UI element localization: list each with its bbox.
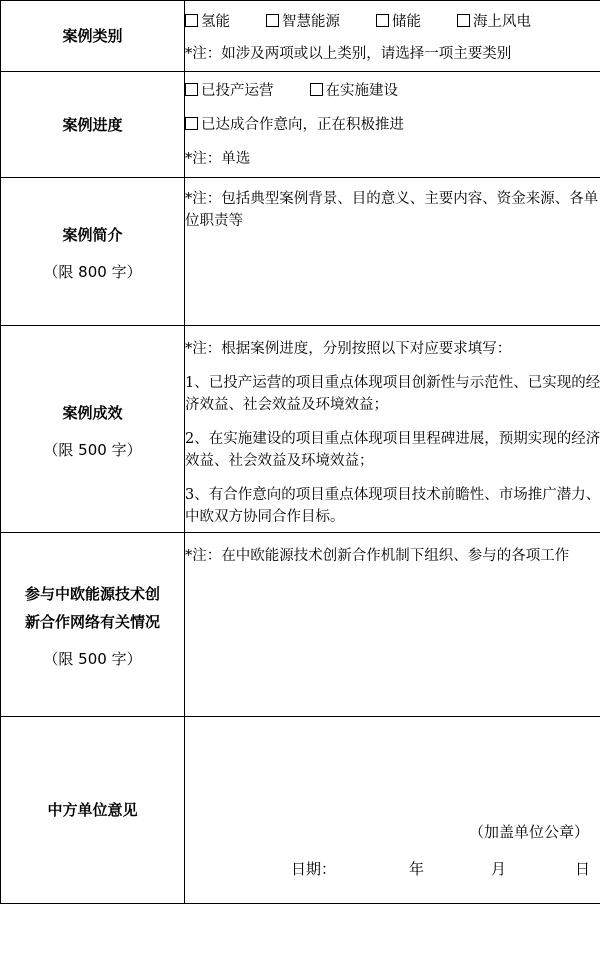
progress-content-cell bbox=[185, 72, 600, 178]
stamp-note: （加盖单位公章） bbox=[468, 823, 589, 841]
opinion-label: 中方单位意见 bbox=[47, 801, 138, 819]
day-label: 日 bbox=[575, 860, 591, 878]
checkbox-icon[interactable] bbox=[185, 117, 198, 130]
option-label: 储能 bbox=[392, 14, 421, 30]
effect-label: 案例成效 bbox=[62, 403, 123, 422]
intro-note: *注：包括典型案例背景、目的意义、主要内容、资金来源、各单位职责等 bbox=[185, 191, 599, 229]
option-label: 氢能 bbox=[201, 14, 230, 30]
intro-label-cell bbox=[1, 178, 185, 326]
row-network bbox=[1, 533, 600, 717]
option-under-construction[interactable] bbox=[310, 80, 399, 102]
network-label-line1: 参与中欧能源技术创 bbox=[24, 585, 160, 603]
opinion-content-cell[interactable] bbox=[185, 717, 600, 904]
checkbox-icon[interactable] bbox=[185, 83, 198, 96]
progress-label: 案例进度 bbox=[62, 115, 123, 134]
category-note: *注：如涉及两项或以上类别，请选择一项主要类别 bbox=[185, 46, 512, 62]
checkbox-icon[interactable] bbox=[457, 14, 470, 27]
checkbox-icon[interactable] bbox=[376, 14, 389, 27]
date-label: 日期： bbox=[291, 860, 337, 878]
option-cooperation-intent[interactable] bbox=[185, 117, 404, 133]
effect-item-3: 3、有合作意向的项目重点体现项目技术前瞻性、市场推广潜力、中欧双方协同合作目标。 bbox=[185, 487, 600, 525]
row-category bbox=[1, 1, 600, 72]
option-label: 已投产运营 bbox=[201, 83, 274, 99]
category-label-cell bbox=[1, 1, 185, 72]
intro-limit: （限 800 字） bbox=[43, 263, 142, 281]
network-label-cell bbox=[1, 533, 185, 717]
year-label: 年 bbox=[409, 860, 425, 878]
effect-limit: （限 500 字） bbox=[43, 440, 142, 459]
effect-item-1: 1、已投产运营的项目重点体现项目创新性与示范性、已实现的经济效益、社会效益及环境效益； bbox=[185, 375, 600, 413]
category-content-cell bbox=[185, 1, 600, 72]
checkbox-icon[interactable] bbox=[310, 83, 323, 96]
option-label: 海上风电 bbox=[473, 14, 531, 30]
effect-note: *注：根据案例进度，分别按照以下对应要求填写： bbox=[185, 341, 512, 357]
network-limit: （限 500 字） bbox=[43, 650, 142, 668]
checkbox-icon[interactable] bbox=[185, 14, 198, 27]
month-label: 月 bbox=[491, 860, 507, 878]
option-in-operation[interactable] bbox=[185, 80, 274, 102]
intro-content-cell[interactable] bbox=[185, 178, 600, 326]
row-effect bbox=[1, 326, 600, 533]
row-progress bbox=[1, 72, 600, 178]
option-label: 已达成合作意向，正在积极推进 bbox=[201, 117, 404, 133]
option-label: 在实施建设 bbox=[325, 83, 398, 99]
network-content-cell[interactable] bbox=[185, 533, 600, 717]
option-label: 智慧能源 bbox=[282, 14, 340, 30]
effect-content-cell[interactable] bbox=[185, 326, 600, 533]
row-intro bbox=[1, 178, 600, 326]
effect-label-cell bbox=[1, 326, 185, 533]
category-label: 案例类别 bbox=[62, 27, 123, 45]
option-offshore-wind[interactable] bbox=[457, 11, 531, 33]
progress-note: *注：单选 bbox=[185, 151, 251, 167]
row-opinion bbox=[1, 717, 600, 904]
signature-area bbox=[185, 717, 600, 903]
opinion-label-cell bbox=[1, 717, 185, 904]
network-label-line2: 新合作网络有关情况 bbox=[24, 613, 160, 631]
effect-item-2: 2、在实施建设的项目重点体现项目里程碑进展，预期实现的经济效益、社会效益及环境效益； bbox=[185, 431, 600, 469]
network-note: *注：在中欧能源技术创新合作机制下组织、参与的各项工作 bbox=[185, 548, 570, 564]
checkbox-icon[interactable] bbox=[266, 14, 279, 27]
option-smart-energy[interactable] bbox=[266, 11, 340, 33]
intro-label: 案例简介 bbox=[62, 226, 123, 244]
option-storage[interactable] bbox=[376, 11, 421, 33]
option-hydrogen[interactable] bbox=[185, 11, 230, 33]
progress-label-cell bbox=[1, 72, 185, 178]
